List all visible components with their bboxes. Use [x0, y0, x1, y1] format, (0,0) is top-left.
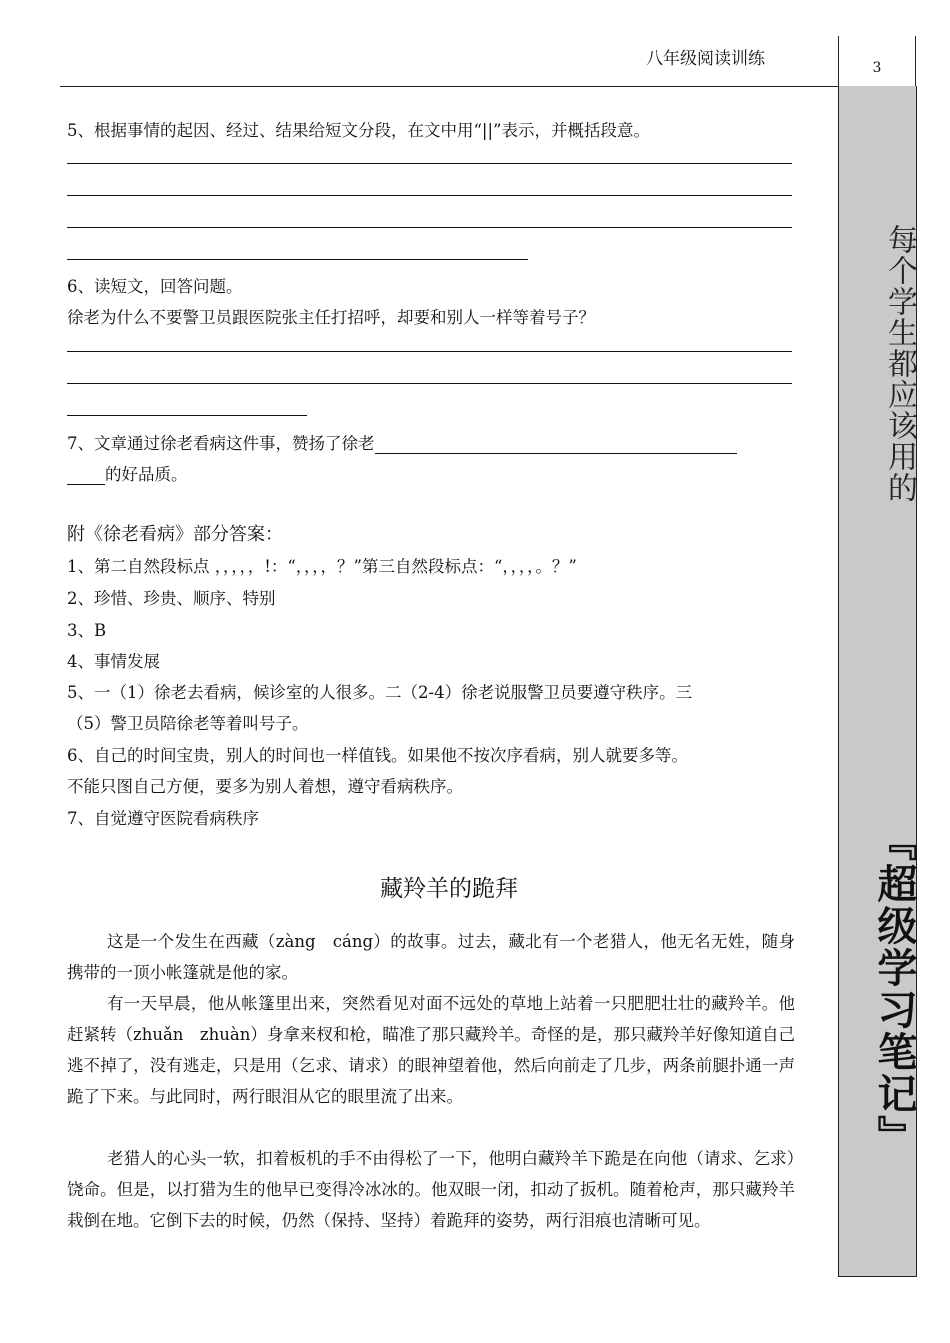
answers-heading: 附《徐老看病》部分答案： [67, 524, 283, 545]
header-rule [60, 86, 838, 87]
fill-blank [67, 466, 105, 485]
answer-3: 3、B [67, 621, 107, 640]
story-title: 藏羚羊的跪拜 [380, 876, 518, 902]
answer-6-line1: 6、自己的时间宝贵，别人的时间也一样值钱。如果他不按次序看病，别人就要多等。 [67, 746, 688, 765]
question-6-text: 徐老为什么不要警卫员跟医院张主任打招呼，却要和别人一样等着号子？ [67, 308, 595, 327]
question-7-cont [67, 461, 188, 485]
answer-7: 7、自觉遵守医院看病秩序 [67, 809, 259, 828]
header-title: 八年级阅读训练 [646, 49, 765, 69]
answer-line [67, 227, 792, 228]
fill-blank [375, 435, 737, 454]
story-paragraph-3: 老猎人的心头一软，扣着板机的手不由得松了一下，他明白藏羚羊下跪是在向他（请求、乞求）饶命。但是，以打猎为生的他早已变得冷冰冰的。他双眼一闭，扣动了扳机。随着枪声，那只藏羚羊栽倒在地。它倒下去的时候，仍然（保持、坚持）着跪拜的姿势，两行泪痕也清晰可见。 [67, 1149, 795, 1230]
question-7-prefix: 7、文章通过徐老看病这件事，赞扬了徐老 [67, 434, 375, 453]
page-number: 3 [872, 60, 882, 76]
answer-line [67, 383, 792, 384]
answer-2: 2、珍惜、珍贵、顺序、特别 [67, 589, 276, 608]
answer-line [67, 351, 792, 352]
answer-line [67, 415, 307, 416]
sidebar-brand: 『超级学习笔记』 [871, 821, 917, 1157]
question-7 [67, 430, 737, 454]
sidebar-slogan: 每个学生都应该用的 [882, 224, 917, 503]
answer-4: 4、事情发展 [67, 652, 160, 671]
page-number-box [838, 36, 916, 86]
answer-5-line1: 5、一（1）徐老去看病，候诊室的人很多。二（2-4）徐老说服警卫员要遵守秩序。三 [67, 683, 693, 702]
sidebar-banner [838, 86, 917, 1277]
answer-1: 1、第二自然段标点 ，，，，，!：“，，，，？”第三自然段标点：“，，，，。？” [67, 557, 577, 576]
question-7-suffix: 的好品质。 [105, 465, 188, 484]
answer-6-line2: 不能只图自己方便，要多为别人着想，遵守看病秩序。 [67, 777, 463, 796]
answer-line [67, 259, 528, 260]
story-paragraph-2: 有一天早晨，他从帐篷里出来，突然看见对面不远处的草地上站着一只肥肥壮壮的藏羚羊。他赶紧转（zhuǎn zhuàn）身拿来杈和枪，瞄准了那只藏羚羊。奇怪的是，那只藏羚羊好像知道自己逃不掉了，没有逃走，只是用（乞求、请求）的眼神望着他，然后向前走了几步，两条前腿扑通一声跪了下来。与此同时，两行眼泪从它的眼里流了出来。 [67, 994, 795, 1106]
story-paragraph-1: 这是一个发生在西藏（zàng cáng）的故事。过去，藏北有一个老猎人，他无名无姓，随身携带的一顶小帐篷就是他的家。 [67, 932, 795, 982]
answer-5-line2: （5）警卫员陪徐老等着叫号子。 [67, 714, 309, 733]
answer-line [67, 163, 792, 164]
answer-line [67, 195, 792, 196]
question-5: 5、根据事情的起因、经过、结果给短文分段，在文中用“||”表示，并概括段意。 [67, 121, 650, 140]
question-6-title: 6、读短文，回答问题。 [67, 277, 243, 296]
